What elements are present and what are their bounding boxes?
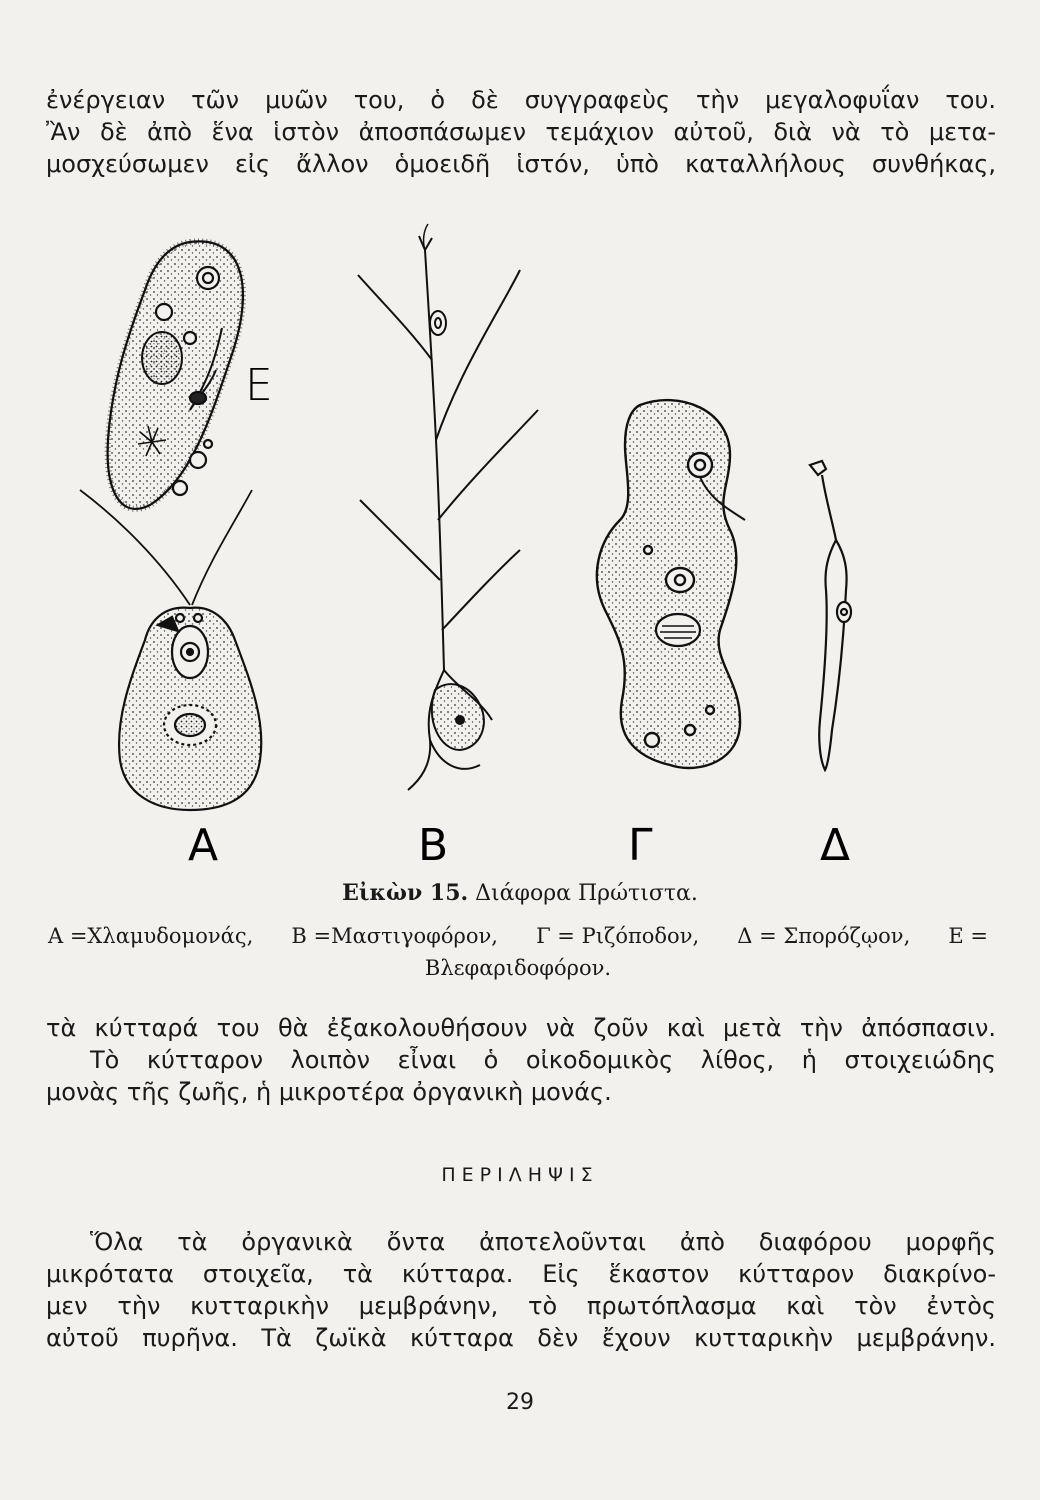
legend-g: Γ = Ριζόποδον, — [536, 924, 700, 948]
text-line: αὐτοῦ πυρῆνα. Τὰ ζωϊκὰ κύτταρα δὲν ἔχουν κυτταρικὴν μεμβράνην. — [46, 1324, 996, 1352]
figure-legend — [48, 920, 988, 984]
summary-heading: ΠΕΡΙΛΗΨΙΣ — [441, 1164, 599, 1186]
text-line: μικρότατα στοιχεῖα, τὰ κύτταρα. Εἰς ἕκαστον κύτταρον διακρίνο- — [46, 1260, 996, 1288]
text-line: Τὸ κύτταρον λοιπὸν εἶναι ὁ οἰκοδομικὸς λίθος, ἡ στοιχειώδης — [90, 1046, 996, 1074]
figure-caption — [40, 878, 1000, 909]
text-line: ἐνέργειαν τῶν μυῶν του, ὁ δὲ συγγραφεὺς τὴν μεγαλοφυΐαν του. — [46, 86, 996, 114]
legend-d: Δ = Σπορόζῳον, — [737, 924, 911, 948]
page-number: 29 — [506, 1390, 534, 1415]
chlamydomonas-organism — [80, 490, 261, 810]
legend-e-continued: Βλεφαριδοφόρον. — [424, 956, 612, 980]
middle-paragraph — [46, 1012, 996, 1108]
figure-letter-a: Α — [188, 820, 219, 871]
caption-text: Διάφορα Πρώτιστα. — [475, 881, 698, 906]
top-paragraph — [46, 84, 996, 180]
ciliate-organism — [108, 241, 243, 508]
caption-label: Εἰκὼν 15. — [342, 880, 469, 906]
text-line: Ὅλα τὰ ὀργανικὰ ὄντα ἀποτελοῦνται ἀπὸ διαφόρου μορφῆς — [90, 1228, 996, 1256]
text-line: τὰ κύτταρά του θὰ ἐξακολουθήσουν νὰ ζοῦν καὶ μετὰ τὴν ἀπόσπασιν. — [46, 1014, 996, 1042]
legend-b: Β =Μαστιγοφόρον, — [291, 924, 498, 948]
text-line: μονὰς τῆς ζωῆς, ἡ μικροτέρα ὀργανικὴ μονάς. — [46, 1078, 612, 1106]
legend-a: Α =Χλαμυδομονάς, — [48, 924, 254, 948]
figure-letter-b: Β — [418, 820, 449, 871]
text-line: μοσχεύσωμεν εἰς ἄλλον ὁμοειδῆ ἱστόν, ὑπὸ καταλλήλους συνθήκας, — [46, 150, 996, 178]
summary-paragraph — [46, 1226, 996, 1354]
figure-letter-d: Δ — [820, 820, 851, 871]
text-line: Ἂν δὲ ἀπὸ ἕνα ἱστὸν ἀποσπάσωμεν τεμάχιον αὐτοῦ, διὰ νὰ τὸ μετα- — [46, 118, 996, 146]
flagellate-organism — [358, 224, 538, 790]
figure-letter-g: Γ — [628, 820, 653, 871]
sporozoan-organism — [810, 461, 851, 770]
text-line: μεν τὴν κυτταρικὴν μεμβράνην, τὸ πρωτόπλασμα καὶ τὸν ἐντὸς — [46, 1292, 996, 1320]
protista-illustration — [40, 220, 1000, 880]
figure-letter-e: Ε — [245, 360, 273, 411]
protista-figure — [40, 220, 1000, 880]
rhizopod-organism — [597, 400, 745, 768]
legend-e: Ε = — [948, 924, 988, 948]
